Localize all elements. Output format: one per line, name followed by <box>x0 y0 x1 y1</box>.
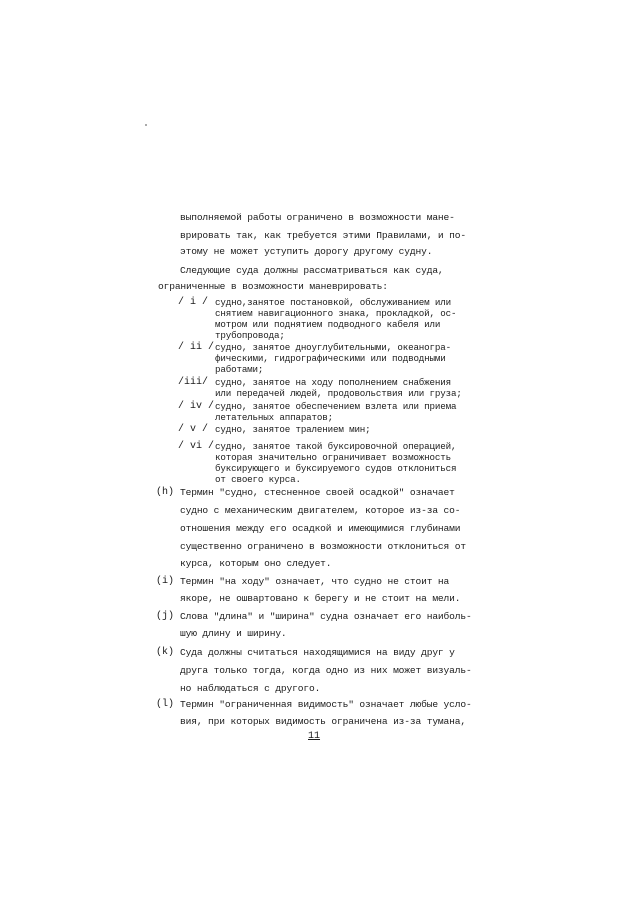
definition-line: Термин "на ходу" означает, что судно не стоит на <box>180 576 450 587</box>
continuation-line: выполняемой работы ограничено в возможности мане- <box>180 212 455 223</box>
definition-line: друга только тогда, когда одно из них может визуаль- <box>180 665 472 676</box>
definition-line: судно с механическим двигателем, которое из-за со- <box>180 505 461 516</box>
subitem-line: буксирующего и буксируемого судов отклониться <box>215 463 457 474</box>
subitem-marker: / ii / <box>178 342 215 353</box>
definition-line: отношения между его осадкой и имеющимися глубинами <box>180 523 461 534</box>
definition-line: шую длину и ширину. <box>180 628 287 639</box>
subitem-line: снятием навигационного знака, прокладкой, ос- <box>215 308 457 319</box>
subitem-marker: / i / <box>178 297 209 308</box>
definition-line: вия, при которых видимость ограничена из-за тумана, <box>180 716 466 727</box>
intro-line: Следующие суда должны рассматриваться как суда, <box>180 265 444 276</box>
definition-line: Термин "ограниченная видимость" означает любые усло- <box>180 699 472 710</box>
definition-marker: (i) <box>156 576 175 587</box>
definition-line: существенно ограничено в возможности отклониться от <box>180 541 466 552</box>
subitem-line: судно, занятое на ходу пополнением снабжения <box>215 377 451 388</box>
definition-line: но наблюдаться с другого. <box>180 683 321 694</box>
subitem-line: работами; <box>215 364 264 375</box>
subitem-marker: / iv / <box>178 401 215 412</box>
subitem-line: трубопровода; <box>215 330 285 341</box>
definition-marker: (l) <box>156 699 175 710</box>
definition-marker: (h) <box>156 487 175 498</box>
definition-line: якоре, не ошвартовано к берегу и не стоит на мели. <box>180 593 461 604</box>
definition-line: Слова "длина" и "ширина" судна означает его наиболь- <box>180 611 472 622</box>
subitem-marker: /iii/ <box>178 377 209 388</box>
definition-line: Суда должны считаться находящимися на виду друг у <box>180 647 455 658</box>
definition-marker: (j) <box>156 611 175 622</box>
subitem-marker: / v / <box>178 424 209 435</box>
definition-marker: (k) <box>156 647 175 658</box>
subitem-line: летательных аппаратов; <box>215 412 333 423</box>
subitem-line: от своего курса. <box>215 474 301 485</box>
definition-line: курса, которым оно следует. <box>180 558 332 569</box>
subitem-line: судно, занятое обеспечением взлета или приема <box>215 401 457 412</box>
continuation-line: врировать так, как требуется этими Правилами, и по- <box>180 230 466 241</box>
subitem-marker: / vi / <box>178 441 215 452</box>
subitem-line: которая значительно ограничивает возможность <box>215 452 451 463</box>
subitem-line: судно, занятое дноуглубительными, океаногра- <box>215 342 451 353</box>
scan-speck <box>145 124 147 126</box>
subitem-line: или передачей людей, продовольствия или груза; <box>215 388 462 399</box>
page-number: 11 <box>308 731 321 742</box>
definition-line: Термин "судно, стесненное своей осадкой" означает <box>180 487 455 498</box>
subitem-line: судно, занятое тралением мин; <box>215 424 371 435</box>
subitem-line: мотром или поднятием подводного кабеля или <box>215 319 441 330</box>
intro-line: ограниченные в возможности маневрировать: <box>158 281 388 292</box>
continuation-line: этому не может уступить дорогу другому судну. <box>180 246 433 257</box>
subitem-line: фическими, гидрографическими или подводными <box>215 353 446 364</box>
subitem-line: судно,занятое постановкой, обслуживанием или <box>215 297 451 308</box>
subitem-line: судно, занятое такой буксировочной операцией, <box>215 441 457 452</box>
